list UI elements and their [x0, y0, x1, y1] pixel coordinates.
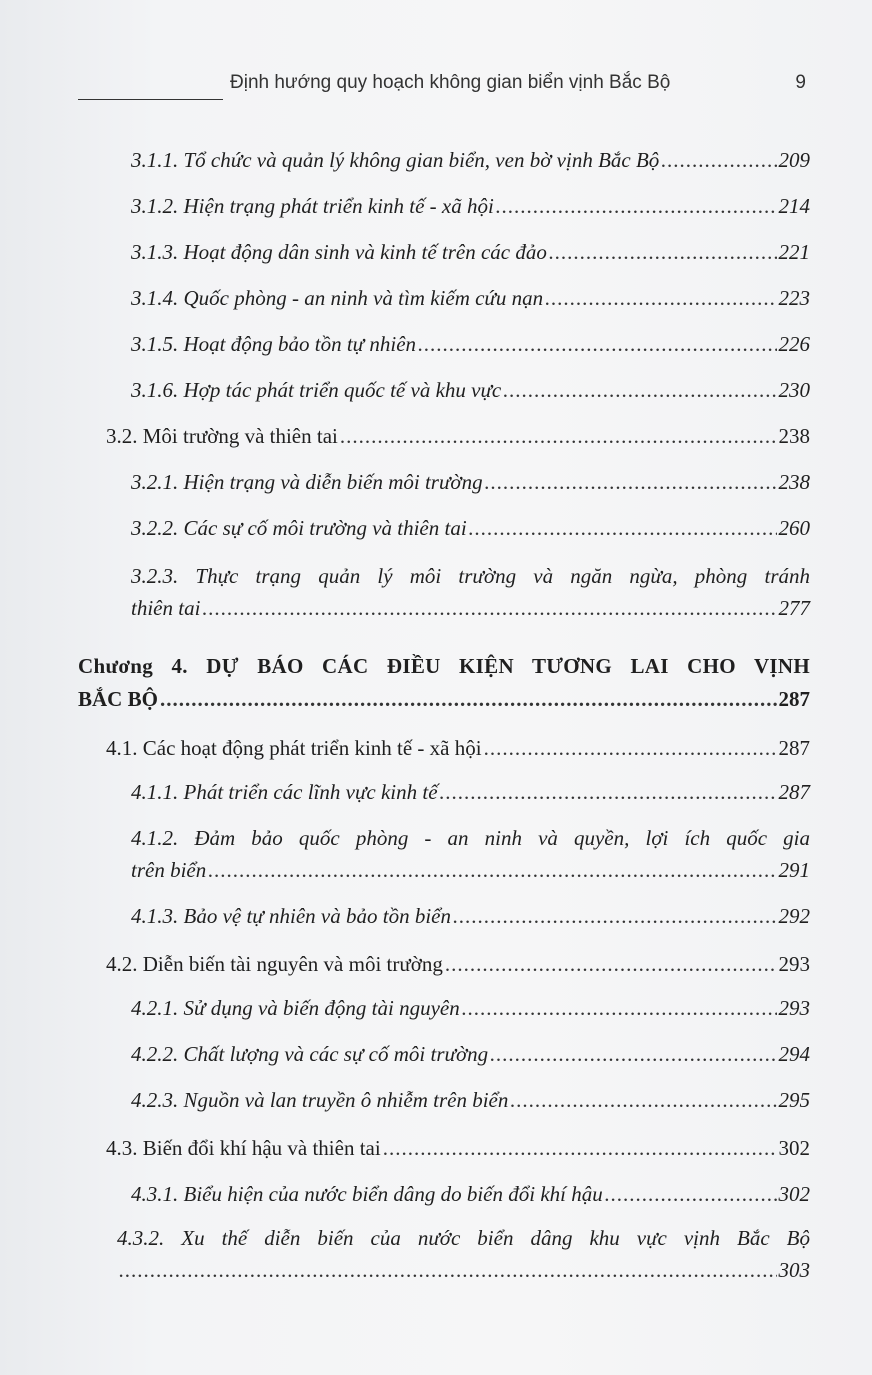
dot-leader [485, 468, 777, 496]
toc-entry-page: 277 [778, 596, 810, 620]
toc-entry-page: 238 [778, 424, 810, 448]
toc-entry-3-2-1[interactable] [131, 468, 810, 496]
dot-leader [202, 594, 776, 622]
toc-entry-4-1[interactable] [106, 734, 810, 762]
dot-leader [549, 238, 777, 266]
toc-entry-page: 238 [778, 470, 810, 494]
toc-chapter-title-line2: BẮC BỘ [78, 687, 158, 711]
toc-entry-3-1-2[interactable] [131, 192, 810, 220]
toc-entry-page: 221 [778, 240, 810, 264]
toc-entry-3-1-4[interactable] [131, 284, 810, 312]
toc-entry-title: 3.1.4. Quốc phòng - an ninh và tìm kiếm cứu nạn [131, 286, 544, 310]
toc-entry-title: 4.3. Biến đổi khí hậu và thiên tai [106, 1136, 381, 1160]
toc-entry-page: 230 [778, 378, 810, 402]
dot-leader [503, 376, 776, 404]
dot-leader [545, 284, 776, 312]
toc-entry-4-1-3[interactable] [131, 902, 810, 930]
toc-entry-page: 303 [778, 1258, 810, 1282]
toc-entry-page: 226 [778, 332, 810, 356]
toc-chapter-4[interactable] [78, 652, 810, 713]
dot-leader [484, 734, 777, 762]
toc-entry-3-2-3[interactable] [131, 562, 810, 622]
toc-entry-3-1-5[interactable] [131, 330, 810, 358]
toc-entry-title: 3.1.3. Hoạt động dân sinh và kinh tế trên các đảo [131, 240, 547, 264]
toc-entry-3-2-2[interactable] [131, 514, 810, 542]
toc-entry-page: 223 [778, 286, 810, 310]
dot-leader [383, 1134, 777, 1162]
toc-entry-page: 214 [778, 194, 810, 218]
toc-entry-4-2-3[interactable] [131, 1086, 810, 1114]
toc-entry-title: 3.2. Môi trường và thiên tai [106, 424, 338, 448]
dot-leader [340, 422, 777, 450]
header-page-number: 9 [795, 72, 806, 93]
toc-entry-title-line2: thiên tai [131, 596, 201, 620]
toc-entry-title-line1: 4.1.2. Đảm bảo quốc phòng - an ninh và quyền, lợi ích quốc gia [131, 826, 810, 850]
toc-entry-page: 293 [778, 996, 810, 1020]
toc-entry-title: 3.1.6. Hợp tác phát triển quốc tế và khu vực [131, 378, 502, 402]
toc-entry-title: 3.1.1. Tổ chức và quản lý không gian biển, ven bờ vịnh Bắc Bộ [131, 148, 660, 172]
dot-leader [605, 1180, 777, 1208]
running-header [78, 72, 808, 102]
dot-leader [453, 902, 777, 930]
toc-entry-page: 260 [778, 516, 810, 540]
toc-entry-page: 294 [778, 1042, 810, 1066]
toc-entry-page: 287 [778, 687, 810, 711]
toc-entry-4-2-2[interactable] [131, 1040, 810, 1068]
dot-leader [119, 1256, 777, 1284]
toc-entry-title: 3.1.2. Hiện trạng phát triển kinh tế - xã hội [131, 194, 494, 218]
toc-entry-title: 4.2.2. Chất lượng và các sự cố môi trường [131, 1042, 489, 1066]
toc-entry-4-3-1[interactable] [131, 1180, 810, 1208]
toc-entry-title-line2: trên biển [131, 858, 207, 882]
header-rule [78, 99, 223, 100]
toc-entry-4-3-2[interactable] [117, 1224, 810, 1284]
dot-leader [490, 1040, 776, 1068]
toc-entry-title: 3.1.5. Hoạt động bảo tồn tự nhiên [131, 332, 417, 356]
toc-entry-page: 292 [778, 904, 810, 928]
dot-leader [661, 146, 776, 174]
toc-entry-title-line1: 4.3.2. Xu thế diễn biến của nước biển dâng khu vực vịnh Bắc Bộ [117, 1226, 810, 1250]
dot-leader [469, 514, 777, 542]
dot-leader [208, 856, 776, 884]
toc-entry-title: 4.2.1. Sử dụng và biến động tài nguyên [131, 996, 460, 1020]
toc-entry-title: 4.1. Các hoạt động phát triển kinh tế - xã hội [106, 736, 482, 760]
toc-entry-3-1-3[interactable] [131, 238, 810, 266]
dot-leader [510, 1086, 776, 1114]
toc-entry-page: 287 [778, 736, 810, 760]
toc-entry-4-3[interactable] [106, 1134, 810, 1162]
toc-entry-3-1-1[interactable] [131, 146, 810, 174]
toc-entry-3-2[interactable] [106, 422, 810, 450]
header-title: Định hướng quy hoạch không gian biển vịnh Bắc Bộ [230, 72, 671, 93]
toc-entry-title-line1: 3.2.3. Thực trạng quản lý môi trường và ngăn ngừa, phòng tránh [131, 564, 810, 588]
toc-entry-title: 3.2.2. Các sự cố môi trường và thiên tai [131, 516, 467, 540]
toc-entry-title: 4.3.1. Biểu hiện của nước biển dâng do biến đổi khí hậu [131, 1182, 603, 1206]
toc-entry-3-1-6[interactable] [131, 376, 810, 404]
toc-entry-4-2[interactable] [106, 950, 810, 978]
toc-entry-page: 295 [778, 1088, 810, 1112]
toc-chapter-title-line1: Chương 4. DỰ BÁO CÁC ĐIỀU KIỆN TƯƠNG LAI CHO VỊNH [78, 654, 810, 678]
dot-leader [418, 330, 776, 358]
toc-entry-page: 209 [778, 148, 810, 172]
toc-entry-title: 4.1.3. Bảo vệ tự nhiên và bảo tồn biển [131, 904, 451, 928]
toc-entry-page: 291 [778, 858, 810, 882]
toc-entry-title: 4.2. Diễn biến tài nguyên và môi trường [106, 952, 443, 976]
toc-entry-4-2-1[interactable] [131, 994, 810, 1022]
toc-entry-title: 4.1.1. Phát triển các lĩnh vực kinh tế [131, 780, 438, 804]
toc-entry-4-1-1[interactable] [131, 778, 810, 806]
dot-leader [462, 994, 777, 1022]
toc-entry-page: 287 [778, 780, 810, 804]
toc-entry-page: 293 [778, 952, 810, 976]
toc-entry-title: 4.2.3. Nguồn và lan truyền ô nhiễm trên biển [131, 1088, 509, 1112]
toc-entry-page: 302 [778, 1182, 810, 1206]
dot-leader [496, 192, 777, 220]
dot-leader [160, 685, 777, 713]
toc-entry-4-1-2[interactable] [131, 824, 810, 884]
dot-leader [445, 950, 777, 978]
toc-entry-page: 302 [778, 1136, 810, 1160]
toc-entry-title: 3.2.1. Hiện trạng và diễn biến môi trường [131, 470, 483, 494]
dot-leader [440, 778, 777, 806]
